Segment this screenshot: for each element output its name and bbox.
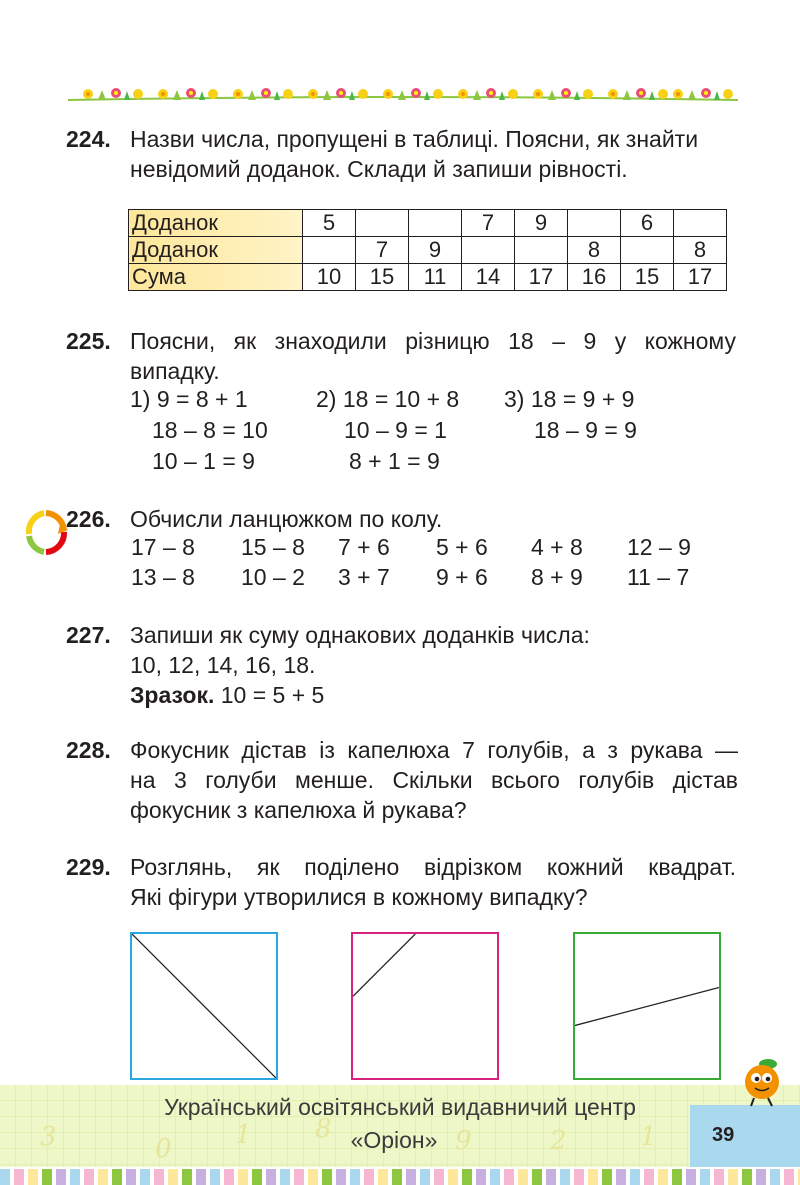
exercise-text: Поясни, як знаходили різницю 18 – 9 у кожному <box>130 328 736 354</box>
solution-case-1 <box>130 384 268 477</box>
table-cell <box>568 210 621 237</box>
exercise-text: на 3 голуби менше. Скільки всього голубів дістав <box>130 767 738 793</box>
table-cell <box>409 210 462 237</box>
row-header: Доданок <box>129 210 303 237</box>
page-number: 39 <box>712 1124 735 1146</box>
exercise-227 <box>66 620 590 708</box>
table-cell: 6 <box>621 210 674 237</box>
table-cell <box>462 237 515 264</box>
row-header: Доданок <box>129 237 303 264</box>
expression: 10 – 2 <box>241 564 305 590</box>
exercise-224 <box>66 124 699 182</box>
equation: 8 + 1 = 9 <box>349 448 440 474</box>
svg-text:9: 9 <box>455 1126 472 1156</box>
table-row <box>129 237 727 264</box>
svg-text:8: 8 <box>315 1114 332 1144</box>
expression: 12 – 9 <box>627 534 691 560</box>
table-cell: 8 <box>674 237 727 264</box>
exercise-number: 224. <box>66 126 111 152</box>
table-cell: 17 <box>674 264 727 291</box>
exercise-number: 227. <box>66 622 111 648</box>
exercise-number: 229. <box>66 854 111 880</box>
table-cell <box>674 210 727 237</box>
svg-text:2: 2 <box>550 1126 567 1156</box>
sample-label: Зразок. <box>130 682 215 708</box>
expression: 9 + 6 <box>436 564 488 590</box>
equation: 2) 18 = 10 + 8 <box>316 386 460 412</box>
square-corner-cut <box>351 932 499 1080</box>
table-cell: 10 <box>303 264 356 291</box>
square-side-cut <box>573 932 721 1080</box>
expression: 4 + 8 <box>531 534 583 560</box>
exercise-text: Обчисли ланцюжком по колу. <box>130 506 443 532</box>
table-cell: 9 <box>515 210 568 237</box>
table-cell: 14 <box>462 264 515 291</box>
expression: 17 – 8 <box>131 534 195 560</box>
table-cell: 15 <box>356 264 409 291</box>
publisher-brand: «Оріон» <box>350 1127 438 1153</box>
number-list: 10, 12, 14, 16, 18. <box>130 652 316 678</box>
table-cell <box>356 210 409 237</box>
expression: 15 – 8 <box>241 534 305 560</box>
exercise-text: Які фігури утворилися в кожному випадку? <box>130 884 588 910</box>
exercise-text: Запиши як суму однакових доданків числа: <box>130 622 590 648</box>
equation: 10 – 9 = 1 <box>344 417 447 443</box>
table-cell <box>621 237 674 264</box>
exercise-text: Назви числа, пропущені в таблиці. Поясни, як знайти <box>130 126 699 152</box>
expression: 3 + 7 <box>338 564 390 590</box>
table-cell: 17 <box>515 264 568 291</box>
expression-row <box>131 532 697 562</box>
table-cell: 5 <box>303 210 356 237</box>
sample-equation: 10 = 5 + 5 <box>220 682 325 708</box>
publisher-name: Український освітянський видавничий центр <box>164 1094 636 1120</box>
table-cell: 7 <box>356 237 409 264</box>
svg-text:1: 1 <box>235 1120 252 1150</box>
table-row <box>129 210 727 237</box>
table-cell <box>515 237 568 264</box>
exercise-number: 226. <box>66 506 111 532</box>
equation: 1) 9 = 8 + 1 <box>130 386 248 412</box>
expression: 8 + 9 <box>531 564 583 590</box>
exercise-text: Фокусник дістав із капелюха 7 голубів, а з рукава — <box>130 737 738 763</box>
exercise-number: 225. <box>66 328 111 354</box>
exercise-225 <box>66 326 736 384</box>
table-cell: 9 <box>409 237 462 264</box>
row-header: Сума <box>129 264 303 291</box>
solution-case-2 <box>316 384 459 477</box>
exercise-text: невідомий доданок. Склади й запиши рівності. <box>130 156 628 182</box>
expression: 5 + 6 <box>436 534 488 560</box>
table-cell: 16 <box>568 264 621 291</box>
table-cell <box>303 237 356 264</box>
table-cell: 11 <box>409 264 462 291</box>
circular-chain-icon <box>24 508 68 558</box>
expression: 7 + 6 <box>338 534 390 560</box>
table-cell: 8 <box>568 237 621 264</box>
exercise-text: випадку. <box>130 358 220 384</box>
expression-row <box>131 562 697 592</box>
addends-sum-table <box>128 209 727 291</box>
equation: 18 – 8 = 10 <box>152 417 268 443</box>
flower-border-decoration <box>68 80 738 106</box>
expression-grid <box>131 532 697 592</box>
exercise-228 <box>66 735 738 823</box>
expression: 13 – 8 <box>131 564 195 590</box>
exercise-text: Розглянь, як поділено відрізком кожний квадрат. <box>130 854 736 880</box>
exercise-229 <box>66 852 736 910</box>
exercise-number: 228. <box>66 737 111 763</box>
equation: 18 – 9 = 9 <box>534 417 637 443</box>
table-row <box>129 264 727 291</box>
exercise-text: фокусник з капелюха й рукава? <box>130 797 467 823</box>
svg-text:3: 3 <box>40 1122 57 1152</box>
exercise-226 <box>66 504 443 534</box>
svg-text:0: 0 <box>155 1134 172 1164</box>
equation: 3) 18 = 9 + 9 <box>504 386 635 412</box>
expression: 11 – 7 <box>627 564 690 590</box>
table-cell: 15 <box>621 264 674 291</box>
square-diagonal <box>130 932 278 1080</box>
svg-text:1: 1 <box>640 1122 657 1152</box>
table-cell: 7 <box>462 210 515 237</box>
solution-case-3 <box>504 384 637 446</box>
equation: 10 – 1 = 9 <box>152 448 255 474</box>
